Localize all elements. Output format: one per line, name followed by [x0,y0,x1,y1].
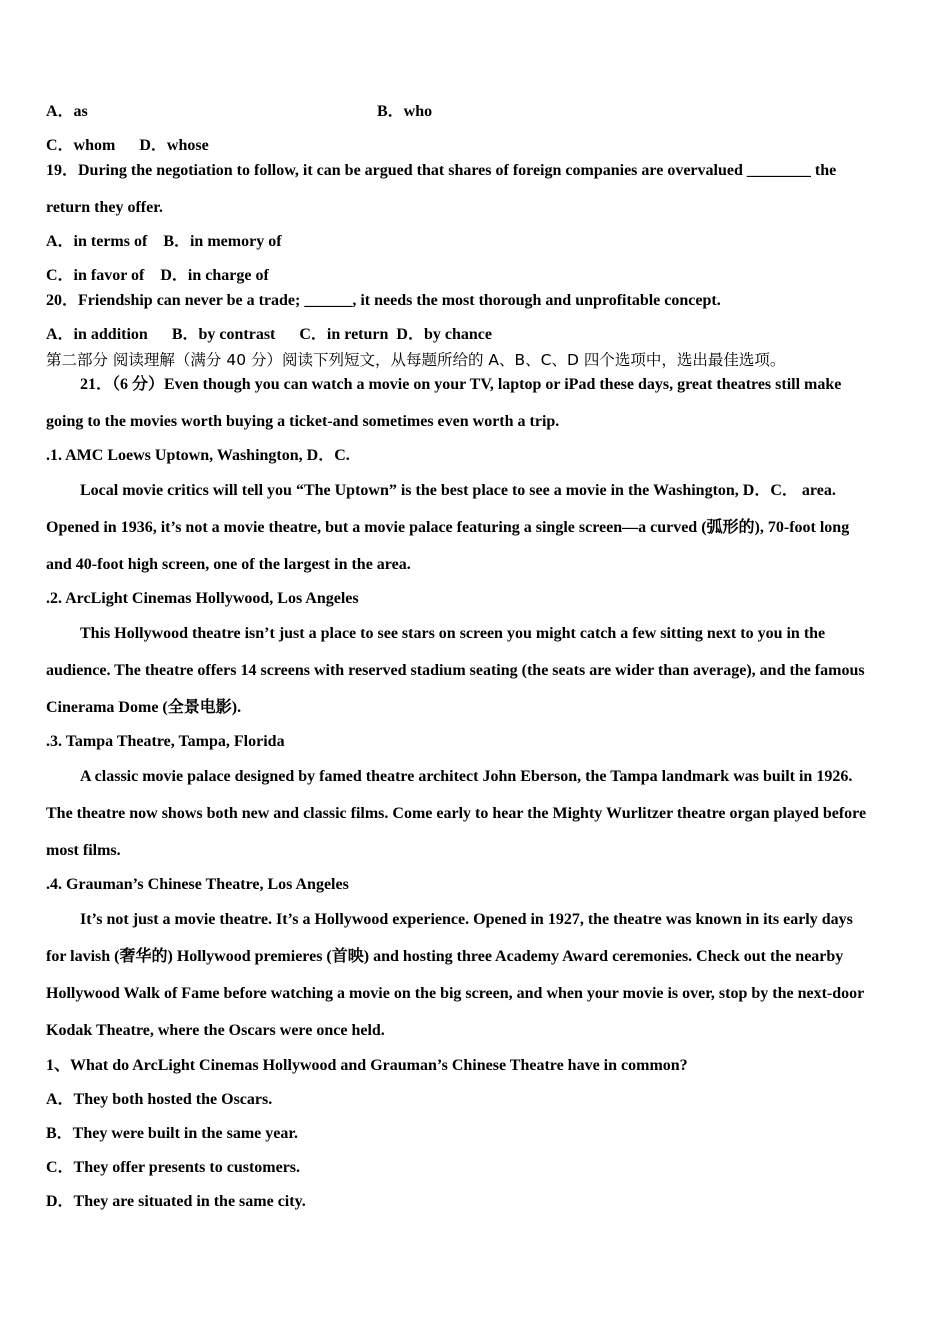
theatre4-line1: It’s not just a movie theatre. It’s a Hollywood experience. Opened in 1927, the theatre was known in its early days [80,911,853,928]
theatre4-line2: for lavish (奢华的) Hollywood premieres (首映) and hosting three Academy Award ceremonies. Check out the nearby [46,948,844,965]
theatre4-title: .4. Grauman’s Chinese Theatre, Los Angeles [46,876,349,893]
theatre3-line1: A classic movie palace designed by famed theatre architect John Eberson, the Tampa landmark was built in 1926. [80,768,853,785]
question1-option-d: D．They are situated in the same city. [46,1193,306,1210]
q18-option-b: B．who [377,103,433,120]
q19-options-ab: A．in terms of B．in memory of [46,233,282,250]
question1-option-c: C．They offer presents to customers. [46,1159,301,1176]
theatre4-line3: Hollywood Walk of Fame before watching a movie on the big screen, and when your movie is over, stop by the next-door [46,985,865,1002]
theatre2-line3: Cinerama Dome (全景电影). [46,699,242,716]
theatre1-title: .1. AMC Loews Uptown, Washington, D．C. [46,447,350,464]
q20-stem: 20．Friendship can never be a trade; ______, it needs the most thorough and unprofitable concept. [46,292,721,309]
question1-option-a: A．They both hosted the Oscars. [46,1091,273,1108]
q19-stem-line2: return they offer. [46,199,163,216]
passage-intro-line1: 21．（6 分）Even though you can watch a movie on your TV, laptop or iPad these days, great theatres still make [80,376,842,393]
theatre2-line2: audience. The theatre offers 14 screens with reserved stadium seating (the seats are wider than average), and the famous [46,662,865,679]
theatre4-line4: Kodak Theatre, where the Oscars were once held. [46,1022,385,1039]
theatre1-line3: and 40-foot high screen, one of the largest in the area. [46,556,411,573]
theatre3-title: .3. Tampa Theatre, Tampa, Florida [46,733,285,750]
theatre2-line1: This Hollywood theatre isn’t just a place to see stars on screen you might catch a few sitting next to you in the [80,625,826,642]
q18-option-a: A．as [46,103,88,120]
q19-options-cd: C．in favor of D．in charge of [46,267,269,284]
question1-option-b: B．They were built in the same year. [46,1125,298,1142]
theatre3-line2: The theatre now shows both new and classic films. Come early to hear the Mighty Wurlitzer theatre organ played before [46,805,867,822]
q20-options: A．in addition B．by contrast C．in return D．by chance [46,326,492,343]
q18-options-cd: C．whom D．whose [46,137,209,154]
passage-intro-line2: going to the movies worth buying a ticket-and sometimes even worth a trip. [46,413,560,430]
theatre1-line1: Local movie critics will tell you “The Uptown” is the best place to see a movie in the Washington, D．C． area. [80,482,836,499]
theatre1-line2: Opened in 1936, it’s not a movie theatre, but a movie palace featuring a single screen—a curved (弧形的), 70-foot long [46,519,850,536]
q19-stem-line1: 19．During the negotiation to follow, it can be argued that shares of foreign companies are overvalued ________ the [46,162,837,179]
theatre2-title: .2. ArcLight Cinemas Hollywood, Los Angeles [46,590,359,607]
theatre3-line3: most films. [46,842,121,859]
question1-stem: 1、What do ArcLight Cinemas Hollywood and Grauman’s Chinese Theatre have in common? [46,1057,688,1074]
section-heading: 第二部分 阅读理解（满分 40 分）阅读下列短文，从每题所给的 A、B、C、D 四个选项中，选出最佳选项。 [46,351,786,369]
